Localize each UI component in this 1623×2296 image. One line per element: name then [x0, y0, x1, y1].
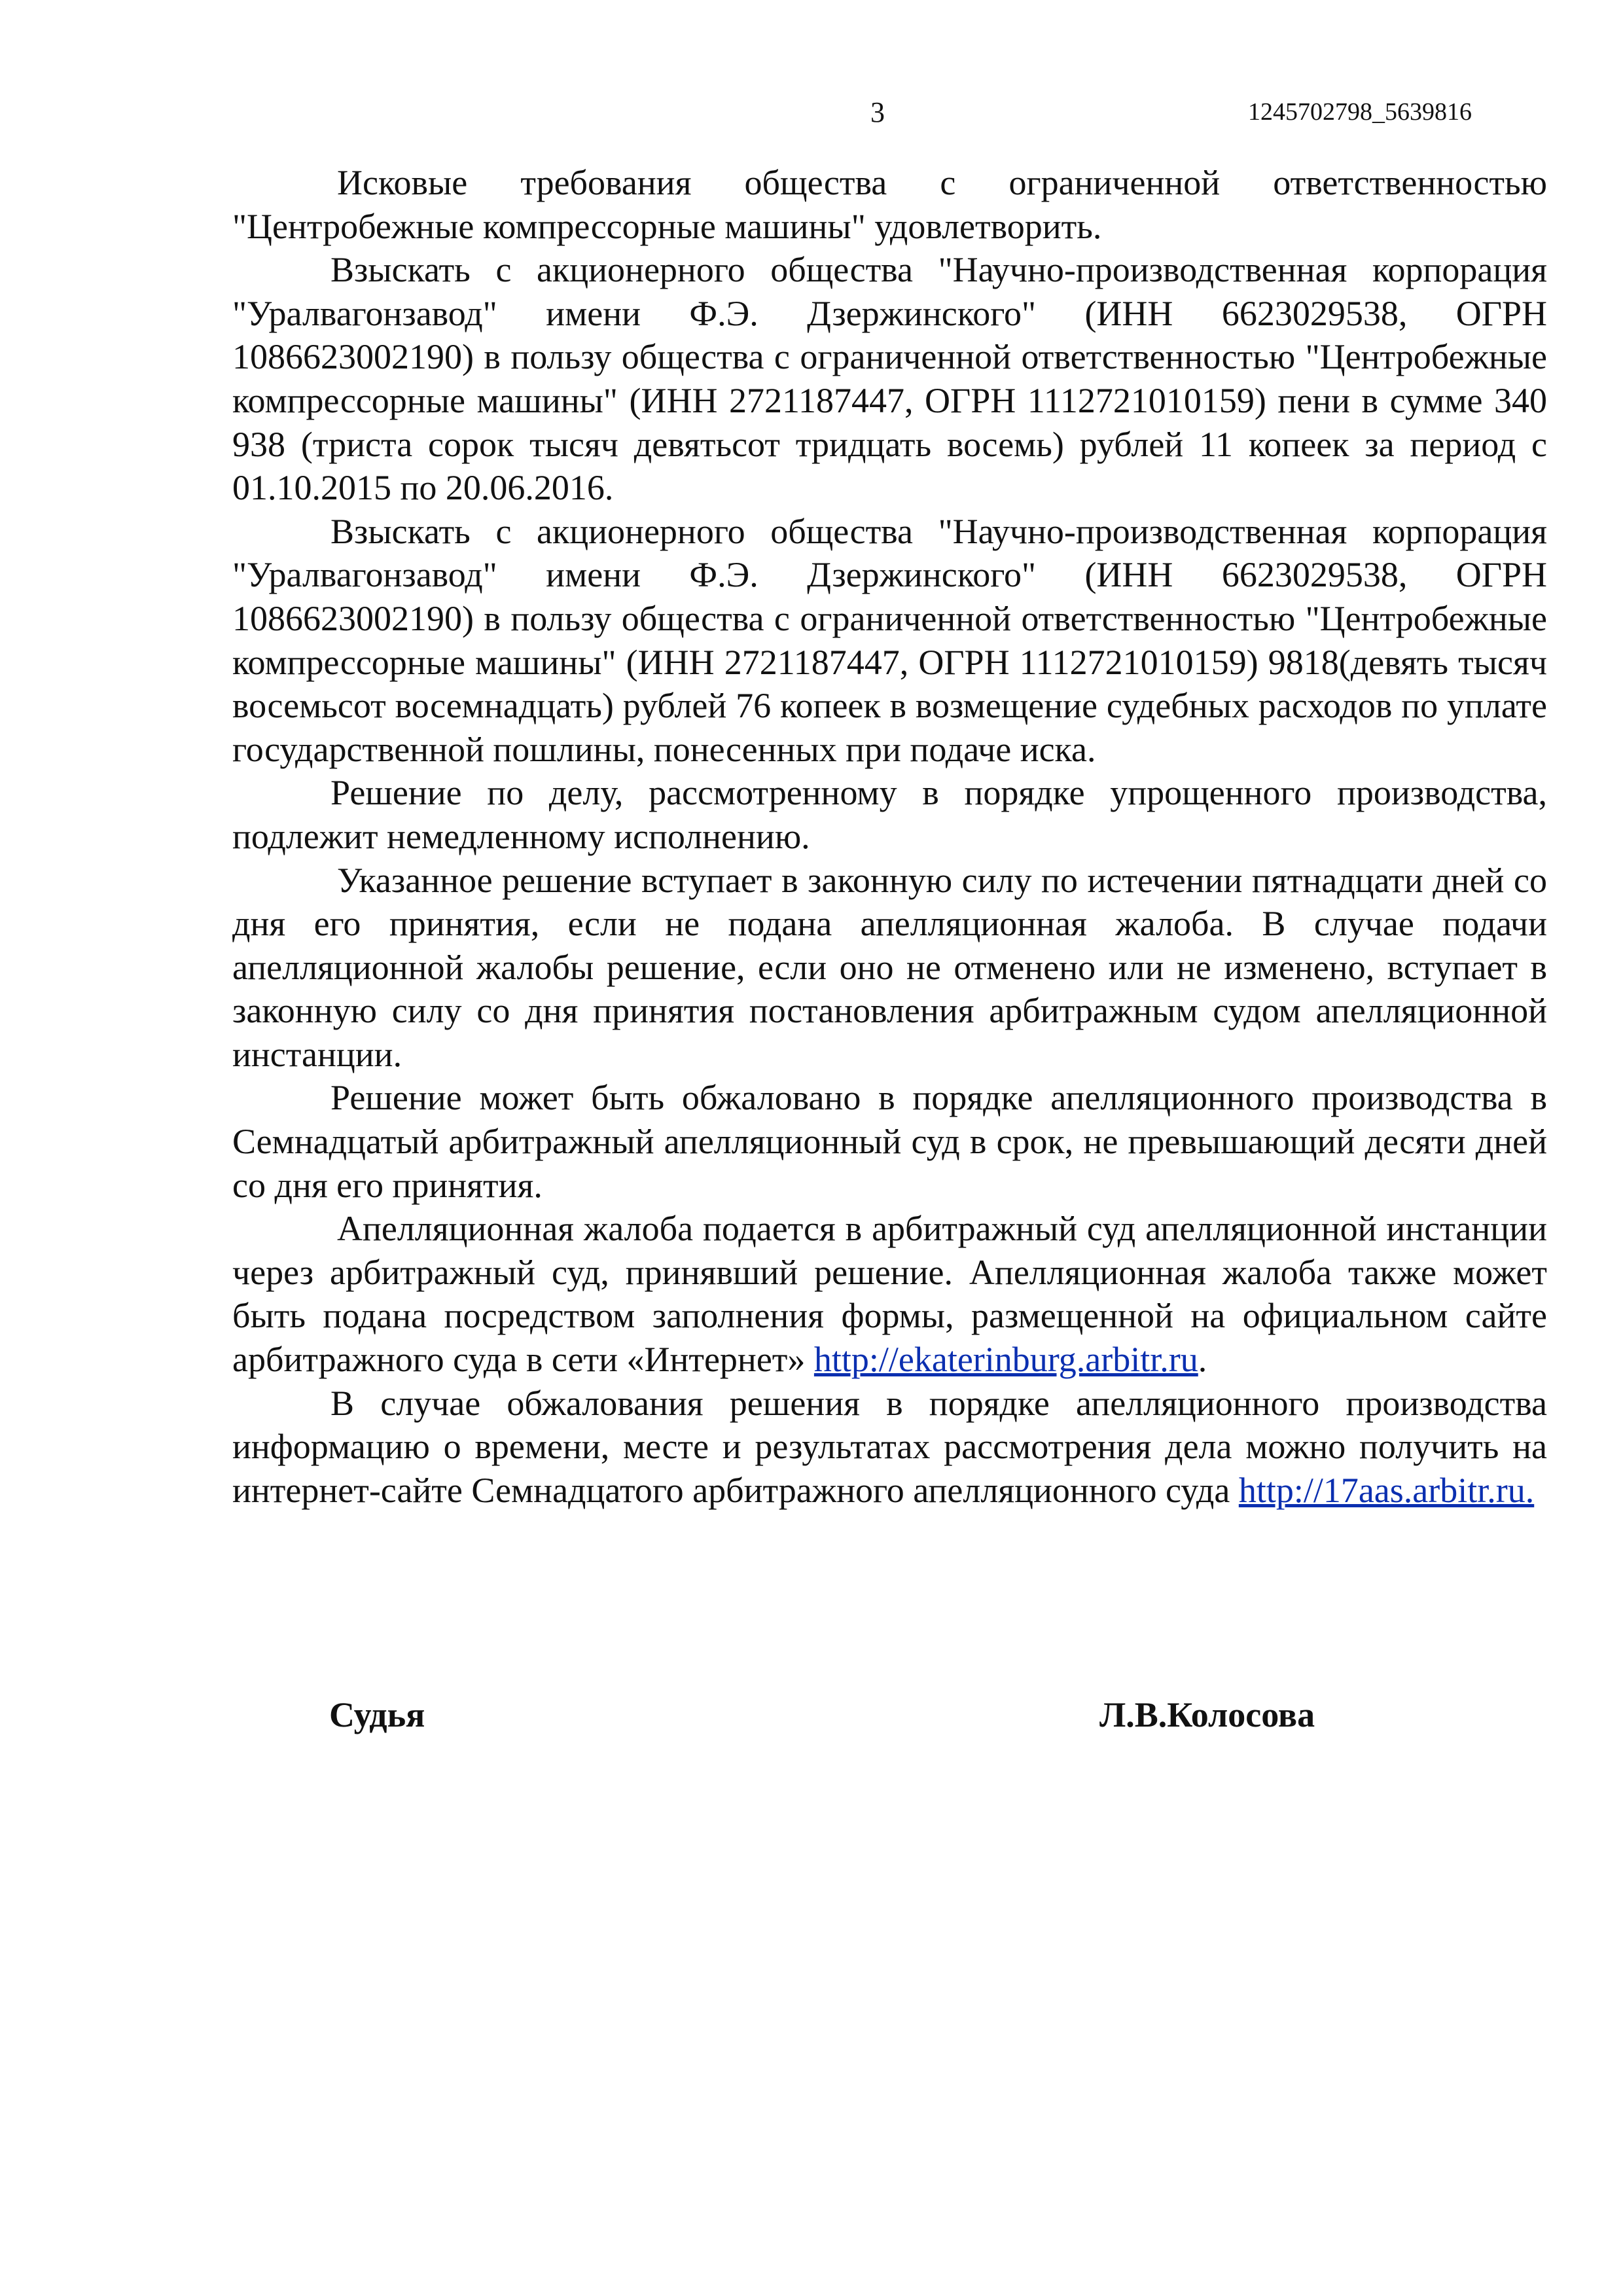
page-number: 3	[870, 96, 885, 128]
paragraph-claims-satisfied	[232, 161, 1547, 248]
paragraph-text: Указанное решение вступает в законную силу по истечении пятнадцати дней со дня его принятия, если не подана апелляционная жалоба. В случае подачи апелляционной жалобы решение, если оно не отменено или не изменено, вступает в законную силу со дня принятия постановления арбитражным судом апелляционной инстанции.	[232, 860, 1547, 1074]
ekaterinburg-court-link[interactable]: http://ekaterinburg.arbitr.ru	[813, 1340, 1198, 1380]
paragraph-text: Апелляционная жалоба подается в арбитражный суд апелляционной инстанции через арбитражный суд, принявший решение. Апелляционная жалоба также может быть подана посредством заполнения формы, размещенной на официальном сайте арбитражного суда в сети «Интернет»	[232, 1209, 1547, 1380]
paragraph-appeal-filing	[232, 1207, 1547, 1381]
paragraph-entry-into-force	[232, 859, 1547, 1077]
paragraph-text: В случае обжалования решения в порядке апелляционного производства информацию о времени, месте и результатах рассмотрения дела можно получить на интернет-сайте Семнадцатого арбитражного апелляционного суда	[232, 1383, 1547, 1510]
document-body	[232, 161, 1547, 1512]
paragraph-appeal-term	[232, 1076, 1547, 1207]
paragraph-text: Взыскать с акционерного общества "Научно-производственная корпорация "Уралвагонзавод" имени Ф.Э. Дзержинского" (ИНН 6623029538, ОГРН 1086623002190) в пользу общества с ограниченной ответственностью "Центробежные компрессорные машины" (ИНН 2721187447, ОГРН 1112721010159) пени в сумме 340 938 (триста сорок тысяч девятьсот тридцать восемь) рублей 11 копеек за период с 01.10.2015 по 20.06.2016.	[232, 250, 1547, 508]
paragraph-immediate-execution	[232, 771, 1547, 858]
paragraph-costs-recovery	[232, 510, 1547, 772]
document-id: 1245702798_5639816	[1248, 98, 1472, 126]
paragraph-text: Решение по делу, рассмотренному в порядке упрощенного производства, подлежит немедленному исполнению.	[232, 773, 1547, 856]
paragraph-text: Взыскать с акционерного общества "Научно-производственная корпорация "Уралвагонзавод" имени Ф.Э. Дзержинского" (ИНН 6623029538, ОГРН 1086623002190) в пользу общества с ограниченной ответственностью "Центробежные компрессорные машины" (ИНН 2721187447, ОГРН 1112721010159) 9818(девять тысяч восемьсот восемнадцать) рублей 76 копеек в возмещение судебных расходов по уплате государственной пошлины, понесенных при подаче иска.	[232, 511, 1547, 769]
paragraph-penalty-recovery	[232, 248, 1547, 510]
paragraph-text: Исковые требования общества с ограниченной ответственностью "Центробежные компрессорные машины" удовлетворить.	[232, 163, 1547, 246]
judge-name: Л.В.Колосова	[1099, 1695, 1315, 1734]
paragraph-text: Решение может быть обжаловано в порядке апелляционного производства в Семнадцатый арбитражный апелляционный суд в срок, не превышающий десяти дней со дня его принятия.	[232, 1078, 1547, 1205]
appeal-court-link[interactable]: http://17aas.arbitr.ru.	[1238, 1470, 1535, 1510]
signature-role: Судья	[329, 1695, 425, 1734]
paragraph-text-end: .	[1198, 1340, 1207, 1380]
paragraph-appeal-info	[232, 1382, 1547, 1513]
